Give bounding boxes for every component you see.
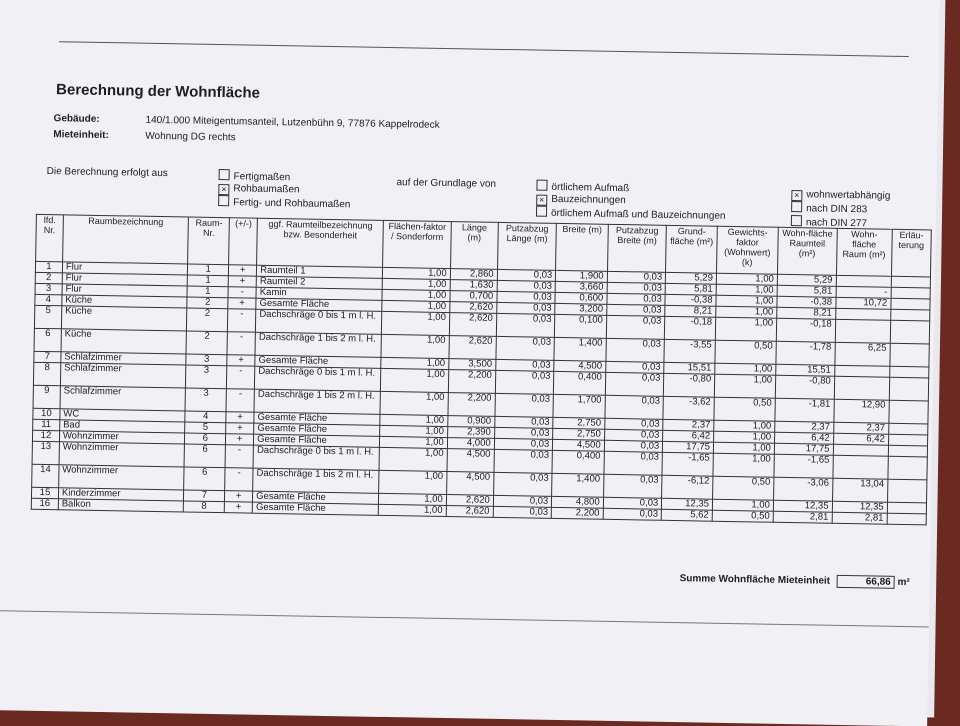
table-cell: 5,29 — [777, 274, 836, 286]
table-cell: 2 — [35, 272, 62, 283]
table-cell: 5 — [34, 305, 61, 328]
table-cell: 1,00 — [380, 436, 448, 448]
table-cell: 12 — [32, 430, 59, 441]
option-label: nach DIN 283 — [806, 203, 868, 216]
table-cell: 0,100 — [555, 314, 607, 338]
table-cell: 0,03 — [497, 269, 556, 281]
table-cell: 4,500 — [446, 472, 493, 496]
divider — [0, 610, 929, 627]
column-header: Breite (m) — [556, 223, 608, 271]
table-cell: 0,03 — [493, 495, 552, 507]
table-cell — [888, 434, 927, 446]
option-label: örtlichem Aufmaß und Bauzeichnungen — [550, 207, 726, 222]
table-cell: Küche — [61, 306, 187, 331]
table-cell: 0,03 — [496, 336, 555, 360]
table-cell: Kamin — [256, 287, 382, 300]
table-cell: + — [225, 491, 253, 502]
table-cell: Gesamte Fläche — [254, 423, 380, 436]
page-title: Berechnung der Wohnfläche — [55, 81, 261, 102]
table-cell: 0,03 — [607, 282, 666, 294]
table-cell: 1,00 — [383, 278, 451, 290]
table-cell: -0,18 — [665, 316, 716, 340]
unit-line — [53, 129, 236, 143]
table-cell: + — [225, 502, 253, 513]
table-cell: -1,81 — [775, 398, 834, 422]
table-cell: 3 — [185, 388, 226, 412]
table-cell: 2 — [187, 308, 228, 332]
table-cell — [888, 445, 927, 457]
table-cell: -6,12 — [662, 475, 713, 499]
table-cell: - — [225, 468, 253, 491]
table-cell: 1,00 — [380, 391, 448, 415]
table-cell: 1,00 — [716, 295, 777, 307]
sum-value: 66,86 — [837, 575, 895, 589]
method-options — [791, 189, 891, 231]
table-cell: 0,03 — [494, 438, 553, 450]
table-cell — [890, 320, 930, 344]
table-cell: 1,900 — [556, 270, 608, 282]
table-cell: 5,81 — [777, 285, 836, 297]
table-cell: + — [228, 276, 256, 287]
table-cell: 0,03 — [605, 372, 664, 396]
table-cell: 1,00 — [379, 447, 447, 471]
column-header: Raum-Nr. — [188, 217, 230, 265]
table-cell: 1,00 — [381, 368, 449, 392]
table-cell: 0,03 — [495, 359, 554, 371]
building-label: Gebäude: — [53, 113, 100, 125]
table-cell — [888, 423, 927, 435]
table-cell: 2,200 — [551, 507, 603, 519]
column-header: Putzabzug Länge (m) — [497, 222, 556, 270]
table-cell: 5,62 — [661, 509, 712, 521]
table-cell: 2,750 — [553, 417, 605, 429]
table-cell: 2,81 — [832, 512, 887, 524]
table-cell: 0,03 — [495, 393, 554, 417]
table-cell: 1,00 — [379, 504, 447, 516]
checked-checkbox[interactable]: × — [791, 190, 802, 201]
table-cell: Gesamte Fläche — [252, 502, 378, 515]
basis-label: auf der Grundlage von — [396, 177, 497, 190]
basis-options — [536, 180, 726, 223]
table-cell: -0,80 — [664, 373, 715, 397]
table-cell: 5,29 — [666, 272, 717, 284]
table-cell: Wohnzimmer — [59, 465, 185, 490]
table-cell: 0,03 — [493, 506, 552, 518]
table-cell — [887, 502, 926, 514]
table-cell: 3,500 — [449, 359, 496, 371]
table-cell: 0,03 — [604, 451, 663, 475]
table-cell: Gesamte Fläche — [253, 491, 379, 504]
option-label: Bauzeichnungen — [551, 193, 626, 207]
table-cell: 0,900 — [448, 416, 495, 428]
table-cell: 1,00 — [379, 493, 447, 505]
checkbox[interactable] — [536, 180, 547, 191]
table-cell: -1,78 — [776, 341, 835, 365]
table-cell: Wohnzimmer — [59, 442, 185, 467]
table-cell: 0,03 — [603, 474, 662, 498]
table-cell: 1 — [35, 261, 62, 272]
table-cell: Küche — [62, 295, 188, 308]
table-cell: - — [227, 332, 255, 355]
area-table — [31, 214, 932, 526]
column-header: Grund-fläche (m²) — [666, 225, 718, 273]
option-label: Fertig- und Rohbaumaßen — [233, 197, 351, 211]
table-cell: 0,600 — [555, 292, 607, 304]
table-cell: 6,42 — [774, 432, 833, 444]
table-cell: 4 — [35, 294, 62, 305]
column-header: Erläu-terung — [891, 229, 931, 277]
column-header: Wohn-fläche Raumteil (m²) — [777, 227, 836, 275]
table-cell: 6 — [184, 467, 225, 491]
table-cell: 1,400 — [552, 473, 604, 497]
table-cell: Flur — [62, 262, 188, 275]
table-cell: Wohnzimmer — [59, 431, 185, 444]
checked-checkbox[interactable]: × — [218, 184, 229, 195]
table-cell: 1,00 — [716, 284, 777, 296]
table-cell: Schlafzimmer — [61, 352, 187, 365]
table-cell: 17,75 — [774, 443, 833, 455]
table-cell: -3,55 — [664, 339, 715, 363]
table-cell: 15 — [31, 487, 58, 498]
table-cell: 0,700 — [450, 291, 497, 303]
table-cell: Dachschräge 0 bis 1 m l. H. — [256, 309, 383, 334]
column-header: Raumbezeichnung — [62, 215, 188, 264]
table-cell: 10,72 — [835, 297, 890, 309]
checkbox-option[interactable] — [218, 195, 351, 211]
table-cell: Flur — [62, 273, 188, 286]
table-cell: 0,03 — [605, 361, 664, 373]
table-cell: -3,06 — [773, 477, 832, 501]
table-cell: 3,660 — [555, 281, 607, 293]
table-cell: 1,00 — [381, 334, 449, 358]
table-cell: Gesamte Fläche — [256, 298, 382, 311]
table-cell: 3 — [186, 365, 227, 389]
unit-value: Wohnung DG rechts — [145, 130, 236, 144]
table-cell: 1,00 — [713, 453, 774, 477]
table-cell: 0,03 — [496, 302, 555, 314]
table-cell: -0,18 — [776, 318, 835, 342]
table-cell: 1,00 — [382, 289, 450, 301]
table-cell: 5,81 — [665, 283, 716, 295]
table-cell: 6 — [34, 328, 61, 351]
table-cell: -1,65 — [774, 454, 833, 478]
table-cell: 1 — [187, 286, 228, 298]
table-cell: - — [228, 309, 256, 332]
building-value: 140/1.000 Miteigentumsanteil, Lutzenbühn 9, 77876 Kappelrodeck — [145, 114, 440, 131]
table-cell: 1 — [188, 264, 229, 276]
table-cell: 2,620 — [446, 495, 493, 507]
table-cell: 0,50 — [712, 510, 773, 522]
table-cell: - — [225, 445, 253, 468]
table-cell: Gesamte Fläche — [254, 412, 380, 425]
table-cell: 8,21 — [777, 307, 836, 319]
table-cell: - — [227, 366, 255, 389]
table-cell: 2,620 — [449, 336, 496, 360]
table-cell: 1,00 — [715, 363, 776, 375]
table-cell: 3 — [35, 283, 62, 294]
table-cell: 4,500 — [553, 439, 605, 451]
table-cell — [891, 276, 930, 288]
table-cell: 0,03 — [494, 427, 553, 439]
table-cell: 2,620 — [449, 313, 496, 337]
calc-options — [218, 169, 351, 211]
table-cell: 6,42 — [833, 433, 888, 445]
table-cell — [835, 319, 891, 343]
option-label: Rohbaumaßen — [233, 183, 300, 196]
table-cell: Raumteil 2 — [256, 276, 382, 289]
calc-label: Die Berechnung erfolgt aus — [46, 166, 168, 180]
table-cell: 1,00 — [715, 317, 776, 341]
table-cell: 1,00 — [380, 414, 448, 426]
table-cell: Raumteil 1 — [257, 265, 383, 278]
table-cell: 5 — [185, 422, 226, 434]
table-cell: 2,37 — [833, 422, 888, 434]
table-cell: 0,03 — [603, 497, 662, 509]
table-cell: 1,00 — [379, 470, 447, 494]
table-cell: 0,03 — [604, 429, 663, 441]
table-cell: 4,500 — [447, 449, 494, 473]
table-cell: 2,860 — [450, 269, 497, 281]
table-cell: 2,620 — [446, 506, 493, 518]
table-cell: 2 — [186, 331, 227, 355]
sum-unit: m² — [897, 576, 910, 589]
table-cell: 13 — [32, 441, 59, 464]
table-cell: 8 — [183, 501, 224, 513]
sum-label: Summe Wohnfläche Mieteinheit — [679, 573, 831, 587]
table-cell — [889, 366, 928, 378]
table-cell: 1,00 — [716, 273, 777, 285]
table-cell: -0,38 — [777, 296, 836, 308]
checkbox[interactable] — [791, 201, 802, 212]
table-cell: Dachschräge 0 bis 1 m l. H. — [253, 445, 380, 470]
table-cell: 16 — [31, 498, 58, 509]
table-cell: 0,50 — [715, 340, 776, 364]
table-cell — [887, 479, 927, 503]
table-cell: 7 — [34, 351, 61, 362]
table-cell: + — [227, 355, 255, 366]
table-cell: 1,630 — [450, 280, 497, 292]
table-cell: Dachschräge 1 bis 2 m l. H. — [253, 468, 380, 493]
table-cell: 1,00 — [714, 374, 775, 398]
table-cell: -0,38 — [665, 294, 716, 306]
table-cell: 6 — [185, 433, 226, 445]
sum-row — [680, 572, 910, 589]
table-cell: 0,03 — [497, 280, 556, 292]
table-cell: Kinderzimmer — [58, 488, 184, 501]
table-cell: 12,90 — [833, 399, 889, 423]
table-cell: 8 — [33, 362, 60, 385]
table-cell: 0,03 — [493, 472, 552, 496]
table-cell: Dachschräge 1 bis 2 m l. H. — [255, 332, 382, 357]
option-label: örtlichem Aufmaß — [551, 181, 630, 195]
table-cell: 12,35 — [773, 500, 832, 512]
table-cell — [834, 376, 890, 400]
table-cell: 10 — [33, 408, 60, 419]
table-cell: - — [228, 287, 256, 298]
table-cell: 4,000 — [447, 438, 494, 450]
table-cell: 1,00 — [716, 306, 777, 318]
table-cell: 0,03 — [494, 449, 553, 473]
checkbox[interactable] — [791, 215, 802, 226]
table-cell: - — [226, 389, 254, 412]
checkbox[interactable] — [218, 195, 229, 206]
column-header: ggf. Raumteilbezeichnung bzw. Besonderheit — [257, 218, 384, 267]
table-cell: 12,35 — [832, 501, 887, 513]
table-cell: Flur — [62, 284, 188, 297]
table-cell: -3,62 — [663, 396, 714, 420]
column-header: Flächen-faktor / Sonderform — [383, 220, 451, 268]
table-cell: 2,390 — [447, 427, 494, 439]
option-label: wohnwertabhängig — [806, 189, 891, 202]
option-label: Fertigmaßen — [233, 171, 291, 184]
table-cell: 2,81 — [773, 511, 832, 523]
table-cell: 0,03 — [495, 370, 554, 394]
table-cell: 14 — [32, 464, 59, 487]
table-cell: 6,42 — [663, 430, 714, 442]
table-cell: 17,75 — [663, 441, 714, 453]
table-cell: 1,00 — [381, 357, 449, 369]
table-cell: 1,00 — [382, 300, 450, 312]
table-cell: 0,50 — [714, 397, 775, 421]
table-cell: 0,50 — [713, 476, 774, 500]
building-line — [53, 113, 439, 131]
table-cell: Gesamte Fläche — [255, 355, 381, 368]
table-cell: 1 — [187, 275, 228, 287]
unit-label: Mieteinheit: — [53, 129, 109, 142]
table-cell: 4 — [185, 411, 226, 423]
checked-checkbox[interactable]: × — [536, 195, 547, 206]
table-cell: 1,00 — [714, 431, 775, 443]
table-cell: 0,03 — [604, 418, 663, 430]
table-cell — [891, 298, 930, 310]
table-cell: 0,400 — [554, 371, 606, 395]
checkbox[interactable] — [536, 206, 547, 217]
table-cell: 7 — [184, 490, 225, 502]
table-cell: Bad — [60, 420, 186, 433]
table-cell: Schlafzimmer — [60, 386, 186, 411]
table-cell: 1,00 — [380, 425, 448, 437]
column-header: (+/-) — [229, 218, 258, 265]
table-cell: 4,800 — [552, 496, 604, 508]
table-cell: WC — [60, 409, 186, 422]
table-cell: 9 — [33, 385, 60, 408]
column-header: lfd. Nr. — [36, 214, 64, 261]
table-cell: 2,37 — [775, 421, 834, 433]
table-cell: -1,65 — [662, 452, 713, 476]
table-cell: 6,25 — [834, 342, 890, 366]
table-cell: + — [226, 423, 254, 434]
table-cell: 2,620 — [450, 302, 497, 314]
table-cell: 0,03 — [606, 338, 665, 362]
table-cell: 3 — [186, 354, 227, 366]
table-cell: 1,00 — [383, 267, 451, 279]
table-cell: 1,00 — [713, 442, 774, 454]
table-cell: 1,00 — [382, 311, 450, 335]
table-cell: 2 — [187, 297, 228, 309]
table-cell — [890, 343, 930, 367]
table-cell: + — [228, 298, 256, 309]
table-cell: Dachschräge 0 bis 1 m l. H. — [255, 366, 382, 391]
table-cell: Dachschräge 1 bis 2 m l. H. — [254, 389, 381, 414]
table-cell: Schlafzimmer — [60, 363, 186, 388]
table-cell — [887, 513, 926, 525]
table-cell: 2,750 — [553, 428, 605, 440]
table-cell: 2,37 — [663, 419, 714, 431]
table-cell: Gesamte Fläche — [254, 434, 380, 447]
column-header: Gewichts-faktor (Wohnwert) (k) — [716, 226, 778, 274]
option-label: nach DIN 277 — [805, 217, 868, 230]
table-cell: 2,200 — [448, 370, 495, 394]
table-cell: 11 — [33, 419, 60, 430]
table-cell: 1,00 — [712, 499, 773, 511]
table-cell: 0,03 — [603, 508, 662, 520]
table-cell: 0,03 — [607, 293, 666, 305]
table-cell: 0,03 — [605, 395, 664, 419]
checkbox-option[interactable] — [536, 206, 726, 223]
table-cell: 3,200 — [555, 303, 607, 315]
table-cell: 1,700 — [553, 394, 605, 418]
table-cell: 0,03 — [607, 271, 666, 283]
table-cell: Küche — [61, 329, 187, 354]
table-cell: 0,03 — [497, 291, 556, 303]
table-cell — [888, 456, 928, 480]
table-cell — [833, 455, 889, 479]
table-cell: 1,00 — [714, 420, 775, 432]
table-cell: - — [836, 286, 891, 298]
table-cell — [890, 309, 929, 321]
table-cell: 1,400 — [554, 337, 606, 361]
table-cell: 12,35 — [662, 498, 713, 510]
column-header: Länge (m) — [450, 222, 498, 270]
table-cell: 0,03 — [604, 440, 663, 452]
table-cell: 2,200 — [448, 393, 495, 417]
table-cell: + — [226, 412, 254, 423]
table-cell: 15,51 — [776, 364, 835, 376]
divider — [59, 41, 909, 57]
column-header: Putzabzug Breite (m) — [607, 224, 666, 272]
table-cell: 4,500 — [554, 360, 606, 372]
table-cell: -0,80 — [775, 375, 834, 399]
table-cell — [889, 377, 929, 401]
table-cell: + — [229, 265, 257, 276]
table-cell: + — [226, 434, 254, 445]
table-cell: 8,21 — [665, 305, 716, 317]
table-cell — [891, 287, 930, 299]
table-cell: 13,04 — [832, 478, 888, 502]
table-cell: 0,03 — [606, 304, 665, 316]
table-cell: 15,51 — [664, 362, 715, 374]
table-cell: Balkon — [58, 499, 184, 512]
table-cell: 6 — [184, 444, 225, 468]
table-cell — [889, 400, 929, 424]
column-header: Wohn-fläche Raum (m²) — [836, 228, 892, 276]
table-cell: 0,03 — [496, 313, 555, 337]
checkbox[interactable] — [219, 169, 230, 180]
table-cell: 0,03 — [606, 315, 665, 339]
table-cell: 0,400 — [552, 450, 604, 474]
table-cell: 0,03 — [494, 416, 553, 428]
